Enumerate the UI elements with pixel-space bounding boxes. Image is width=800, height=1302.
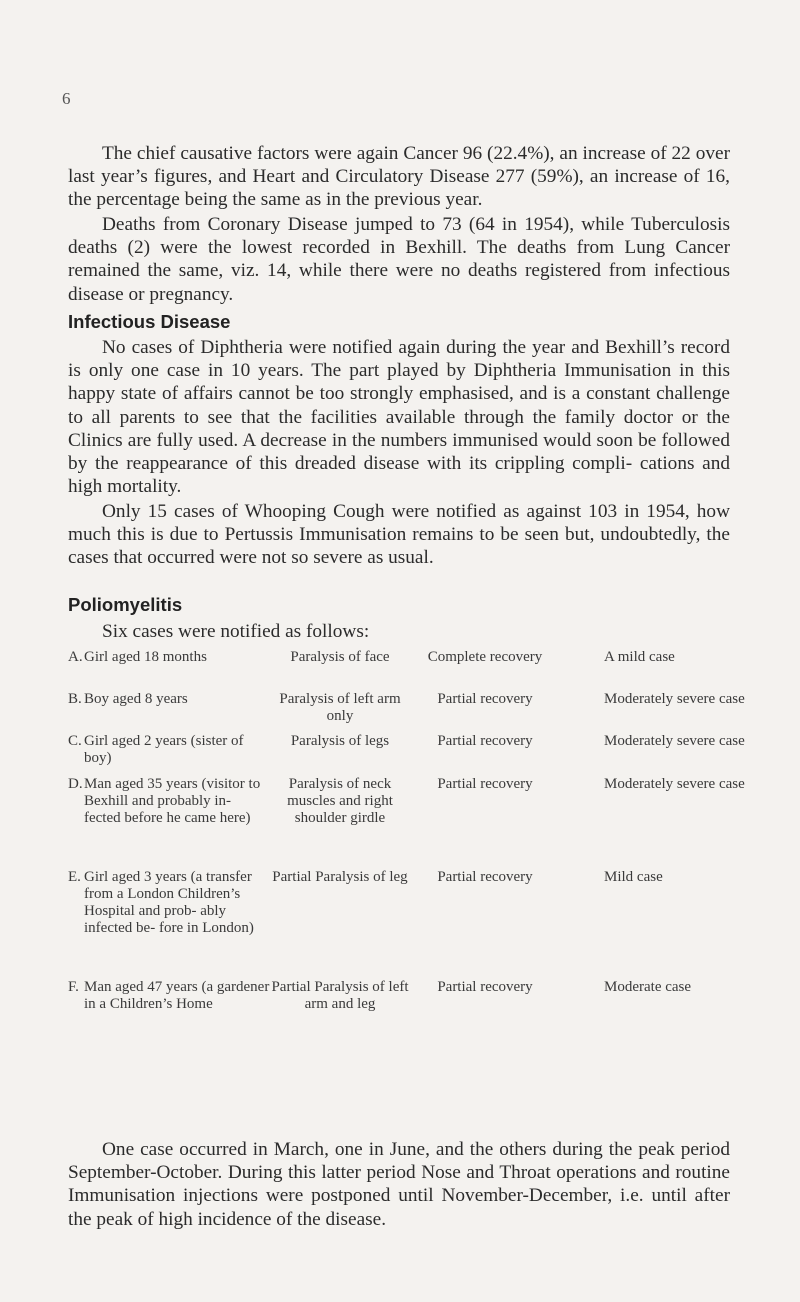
table-row <box>68 649 748 691</box>
table-row <box>68 979 748 1037</box>
table-row <box>68 869 748 979</box>
heading-poliomyelitis: Poliomyelitis <box>68 594 183 615</box>
paragraph-polio-closing: One case occurred in March, one in June, and the others during the peak period September-October. During this latter period Nose and Throat operations and routine Immunisation injections were postponed until November-December, i.e. until after the peak of high incidence of the disease. <box>68 1139 730 1230</box>
case-letter: B. <box>68 691 82 707</box>
case-severity: Mild case <box>604 869 663 885</box>
case-recovery: Partial recovery <box>437 733 533 749</box>
case-patient: Girl aged 3 years (a transfer from a London Children’s Hospital and prob- ably infected be- fore in London) <box>84 869 254 936</box>
case-recovery: Partial recovery <box>437 691 533 707</box>
table-row <box>68 776 748 869</box>
case-letter: E. <box>68 869 81 885</box>
case-patient: Boy aged 8 years <box>84 691 188 707</box>
paragraph-whooping-cough: Only 15 cases of Whooping Cough were notified as against 103 in 1954, how much this is due to Pertussis Immunisation remains to be seen but, undoubtedly, the cases that occurred were not so severe as usual. <box>68 501 730 569</box>
case-severity: Moderately severe case <box>604 691 745 707</box>
case-letter: D. <box>68 776 83 792</box>
table-row <box>68 691 748 733</box>
case-severity: A mild case <box>604 649 675 665</box>
case-recovery: Partial recovery <box>437 776 533 792</box>
case-recovery: Partial recovery <box>437 869 533 885</box>
heading-infectious-disease: Infectious Disease <box>68 311 231 332</box>
case-condition: Paralysis of left arm only <box>279 691 401 724</box>
case-letter: F. <box>68 979 79 995</box>
paragraph-coronary-deaths: Deaths from Coronary Disease jumped to 73 (64 in 1954), while Tuberculosis deaths (2) were the lowest recorded in Bexhill. The deaths from Lung Cancer remained the same, viz. 14, while there were no deaths registered from infectious disease or pregnancy. <box>68 214 730 305</box>
case-patient: Girl aged 2 years (sister of boy) <box>84 733 244 766</box>
case-patient: Girl aged 18 months <box>84 649 207 665</box>
case-severity: Moderate case <box>604 979 692 995</box>
case-condition: Paralysis of neck muscles and right shoulder girdle <box>287 776 393 826</box>
case-letter: C. <box>68 733 82 749</box>
case-recovery: Complete recovery <box>427 649 543 665</box>
paragraph-causative-factors: The chief causative factors were again Cancer 96 (22.4%), an increase of 22 over last year’s figures, and Heart and Circulatory Disease 277 (59%), an increase of 16, the percentage being the same as in the previous year. <box>68 143 730 211</box>
case-condition: Partial Paralysis of leg <box>272 869 408 885</box>
table-row <box>68 733 748 776</box>
paragraph-diphtheria: No cases of Diphtheria were notified again during the year and Bexhill’s record is only one case in 10 years. The part played by Diphtheria Immunisation in this happy state of affairs cannot be too strongly emphasised, and is a constant challenge to all parents to see that the facilities available through the family doctor or the Clinics are fully used. A decrease in the numbers immunised would soon be followed by the reappearance of this dreaded disease with its crippling compli- cations and high mortality. <box>68 337 730 498</box>
case-condition: Paralysis of legs <box>290 733 390 749</box>
case-condition: Partial Paralysis of left arm and leg <box>271 979 409 1012</box>
page-number: 6 <box>62 89 71 108</box>
polio-cases-table <box>68 649 748 1037</box>
case-severity: Moderately severe case <box>604 776 745 792</box>
case-recovery: Partial recovery <box>437 979 533 995</box>
case-condition: Paralysis of face <box>290 649 390 665</box>
paragraph-polio-intro: Six cases were notified as follows: <box>102 621 370 642</box>
case-patient: Man aged 47 years (a gardener in a Children’s Home <box>84 979 270 1012</box>
case-letter: A. <box>68 649 83 665</box>
case-severity: Moderately severe case <box>604 733 745 749</box>
case-patient: Man aged 35 years (visitor to Bexhill and probably in- fected before he came here) <box>84 776 261 826</box>
